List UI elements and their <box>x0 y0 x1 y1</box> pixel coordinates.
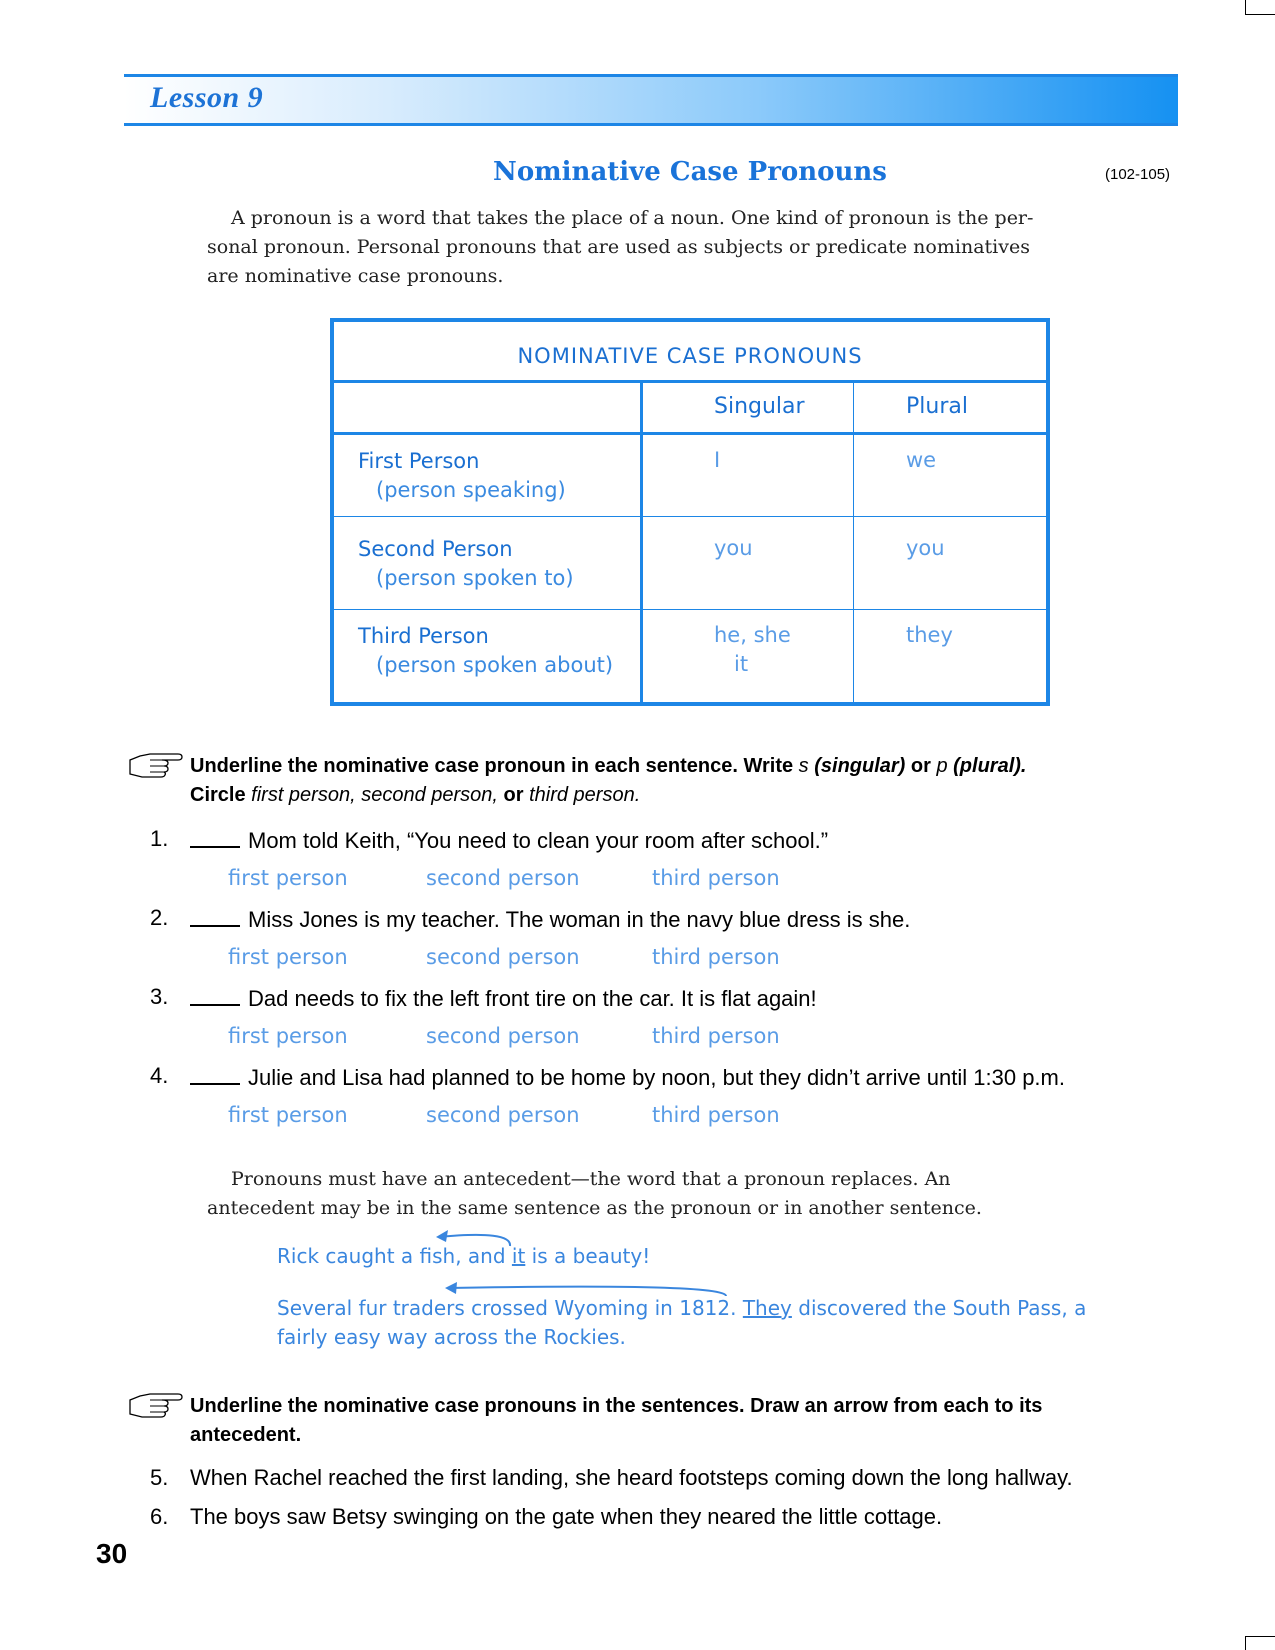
example-text: is a beauty! <box>525 1244 651 1268</box>
row-label: Second Person <box>358 537 513 561</box>
crop-mark <box>1245 0 1246 14</box>
arrowhead <box>445 1282 457 1294</box>
exercise-text: Julie and Lisa had planned to be home by noon, but they didn’t arrive until 1:30 p.m. <box>248 1065 1065 1090</box>
cell-singular: I <box>714 448 721 472</box>
directions-2 <box>190 1392 1170 1450</box>
column-header-plural: Plural <box>906 394 968 419</box>
option-first-person[interactable]: first person <box>228 866 348 890</box>
exercise-text: Miss Jones is my teacher. The woman in the navy blue dress is she. <box>248 907 911 932</box>
example-text: discovered the South Pass, a <box>791 1296 1087 1320</box>
directions-text: Underline the nominative case pronoun in each sentence. Write <box>190 755 799 777</box>
directions-p: p <box>936 755 948 777</box>
example-pronoun: They <box>742 1296 792 1320</box>
crop-mark <box>1245 1636 1275 1637</box>
antecedent-arrow-2 <box>448 1287 726 1296</box>
directions-or: or <box>497 784 530 806</box>
cell-plural: you <box>906 536 945 560</box>
exercise-sentence <box>190 984 817 1012</box>
example-text: Several fur traders crossed Wyoming in 1812. <box>277 1296 743 1320</box>
crop-mark <box>1245 1636 1246 1650</box>
option-second-person[interactable]: second person <box>426 945 580 969</box>
example-sentence-1 <box>277 1244 650 1268</box>
option-second-person[interactable]: second person <box>426 866 580 890</box>
row-sublabel: (person speaking) <box>376 478 566 502</box>
directions-plural: (plural). <box>947 755 1027 777</box>
option-third-person[interactable]: third person <box>652 1103 780 1127</box>
page-title: Nominative Case Pronouns <box>493 157 887 187</box>
directions-1 <box>190 752 1170 810</box>
directions-options: first person, second person, <box>251 784 498 806</box>
option-first-person[interactable]: first person <box>228 945 348 969</box>
option-third-person[interactable]: third person <box>652 866 780 890</box>
antecedent-paragraph <box>207 1165 1087 1223</box>
answer-blank[interactable] <box>190 1063 240 1085</box>
intro-line: A pronoun is a word that takes the place of a noun. One kind of pronoun is the per- <box>231 207 1034 229</box>
exercise-text: When Rachel reached the first landing, she heard footsteps coming down the long hallway. <box>190 1465 1073 1490</box>
row-sublabel: (person spoken to) <box>376 566 574 590</box>
intro-line: sonal pronoun. Personal pronouns that are used as subjects or predicate nominatives <box>207 236 1030 258</box>
option-third-person[interactable]: third person <box>652 1024 780 1048</box>
table-divider <box>853 380 854 702</box>
exercise-number: 2. <box>150 905 169 930</box>
option-first-person[interactable]: first person <box>228 1103 348 1127</box>
intro-paragraph <box>207 204 1087 291</box>
exercise-text: The boys saw Betsy swinging on the gate when they neared the little cottage. <box>190 1504 943 1529</box>
table-divider <box>640 380 643 702</box>
option-second-person[interactable]: second person <box>426 1103 580 1127</box>
table-divider <box>334 516 1046 517</box>
answer-blank[interactable] <box>190 826 240 848</box>
exercise-number: 4. <box>150 1063 169 1088</box>
cell-plural: they <box>906 623 953 647</box>
page-reference: (102-105) <box>1105 166 1171 183</box>
table-title: NOMINATIVE CASE PRONOUNS <box>517 344 863 368</box>
cell-singular: he, she it <box>714 623 791 676</box>
antecedent-line: antecedent may be in the same sentence as the pronoun or in another sentence. <box>207 1197 982 1219</box>
directions-third: third person. <box>529 784 641 806</box>
exercise-number: 5. <box>150 1465 169 1490</box>
exercise-sentence <box>190 905 910 933</box>
cell-plural: we <box>906 448 937 472</box>
cell-singular: you <box>714 536 753 560</box>
exercise-number: 3. <box>150 984 169 1009</box>
lesson-banner <box>124 74 1178 126</box>
table-divider <box>334 380 1046 383</box>
lesson-title: Lesson 9 <box>150 81 264 114</box>
exercise-text: Dad needs to fix the left front tire on the car. It is flat again! <box>248 986 817 1011</box>
row-label: First Person <box>358 449 480 473</box>
intro-line: are nominative case pronouns. <box>207 265 504 287</box>
exercise-number: 1. <box>150 826 169 851</box>
example-text: Rick caught a fish, and <box>277 1244 512 1268</box>
directions-singular: (singular) <box>808 755 906 777</box>
answer-blank[interactable] <box>190 984 240 1006</box>
arrowhead <box>436 1230 448 1242</box>
example-sentence-2-line-2: fairly easy way across the Rockies. <box>277 1325 626 1349</box>
option-first-person[interactable]: first person <box>228 1024 348 1048</box>
row-sublabel: (person spoken about) <box>376 653 614 677</box>
answer-blank[interactable] <box>190 905 240 927</box>
option-second-person[interactable]: second person <box>426 1024 580 1048</box>
table-divider <box>334 432 1046 435</box>
pointing-hand-icon <box>128 748 184 778</box>
antecedent-line: Pronouns must have an antecedent—the word that a pronoun replaces. An <box>231 1168 951 1190</box>
column-header-singular: Singular <box>714 394 805 419</box>
exercise-text: Mom told Keith, “You need to clean your room after school.” <box>248 828 829 853</box>
row-label: Third Person <box>358 624 489 648</box>
pointing-hand-icon <box>128 1388 184 1418</box>
directions-circle: Circle <box>190 784 252 806</box>
crop-mark <box>1245 14 1275 15</box>
directions-text: Underline the nominative case pronouns in the sentences. Draw an arrow from each to its <box>190 1395 1043 1417</box>
example-pronoun: it <box>511 1244 526 1268</box>
table-divider <box>334 609 1046 610</box>
exercise-sentence <box>190 1063 1065 1091</box>
exercise-number: 6. <box>150 1504 169 1529</box>
exercise-sentence <box>190 826 828 854</box>
pronoun-table <box>330 318 1050 706</box>
directions-or: or <box>905 755 937 777</box>
directions-text: antecedent. <box>190 1424 302 1446</box>
example-sentence-2 <box>277 1296 1086 1320</box>
option-third-person[interactable]: third person <box>652 945 780 969</box>
directions-s: s <box>798 755 809 777</box>
page-number: 30 <box>96 1538 128 1569</box>
